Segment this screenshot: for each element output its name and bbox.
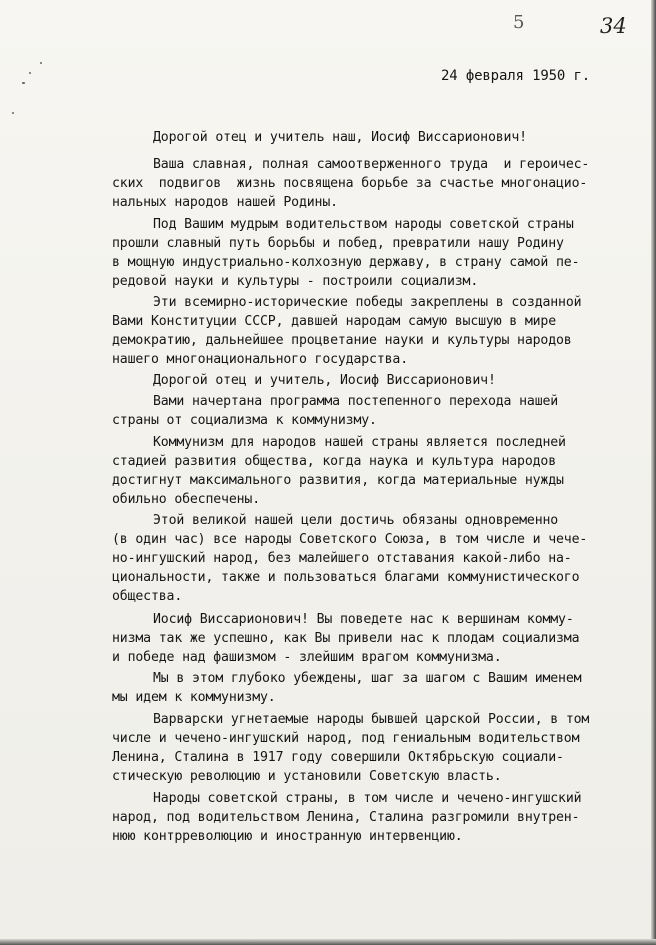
text-line: низма так же успешно, как Вы привели нас к плодам социализма <box>112 631 580 646</box>
text-line: Вами Конституции СССР, давшей народам самую высшую в мире <box>112 314 557 329</box>
text-line: демократию, дальнейшее процветание науки и культуры народов <box>112 333 572 348</box>
page-number: 34 <box>600 14 627 38</box>
text-line: но-ингушский народ, без малейшего отставания какой-либо на- <box>112 551 572 566</box>
text-line: (в один час) все народы Советского Союза, в том числе и чече- <box>112 532 588 547</box>
text-line: страны от социализма к коммунизму. <box>112 413 377 428</box>
text-line: редовой науки и культуры - построили социализм. <box>112 274 479 289</box>
text-line: достигнут максимального развития, когда материальные нужды <box>112 473 564 488</box>
text-line: Народы советской страны, в том числе и чечено-ингушский <box>153 791 582 806</box>
text-line: Под Вашим мудрым водительством народы советской страны <box>153 217 574 232</box>
corner-handwritten-mark: 5 <box>513 12 525 33</box>
scan-edge-bottom <box>0 939 656 945</box>
text-line: в мощную индустриально-колхозную державу, в страну самой пе- <box>112 255 580 270</box>
text-line: стадией развития общества, когда наука и культура народов <box>112 454 557 469</box>
text-line: ских подвигов жизнь посвящена борьбе за счастье многонацио- <box>112 176 588 191</box>
text-line: Ваша славная, полная самоотверженного труда и герoичес- <box>153 157 590 172</box>
text-line: народ, под водительством Ленина, Сталина разгромили внутрен- <box>112 810 580 825</box>
salutation: Дорогой отец и учитель наш, Иосиф Виссарионович! <box>153 130 527 145</box>
text-line: нашего многонационального государства. <box>112 352 409 367</box>
text-line: Ленина, Сталина в 1917 году совершили Октябрьскую социали- <box>112 750 564 765</box>
text-line: Этой великой нашей цели достичь обязаны одновременно <box>153 513 559 528</box>
text-line: мы идем к коммунизму. <box>112 690 276 705</box>
text-line: Вами начертана программа постепенного перехода нашей <box>153 394 559 409</box>
text-line: Иосиф Виссарионович! Вы поведете нас к вершинам комму- <box>153 612 574 627</box>
text-line: Эти всемирно-исторические победы закреплены в созданной <box>153 295 582 310</box>
text-line: Дорогой отец и учитель, Иосиф Виссарионович! <box>153 373 496 388</box>
text-line: нальных народов нашей Родины. <box>112 195 338 210</box>
text-line: циональности, также и пользоваться благами коммунистического <box>112 570 580 585</box>
document-date: 24 февраля 1950 г. <box>441 68 591 84</box>
text-line: Варварски угнетаемые народы бывшей царской России, в том <box>153 712 590 727</box>
text-line: общества. <box>112 589 183 604</box>
text-line: обильно обеспечены. <box>112 492 261 507</box>
text-line: нюю контрреволюцию и иностранную интервенцию. <box>112 829 463 844</box>
text-line: Мы в этом глубоко убеждены, шаг за шагом с Вашим именем <box>153 671 582 686</box>
text-line: числе и чечено-ингушский народ, под гениальным водительством <box>112 731 580 746</box>
text-line: стическую революцию и установили Советскую власть. <box>112 769 502 784</box>
text-line: Коммунизм для народов нашей страны является последней <box>153 435 566 450</box>
text-line: и победе над фашизмом - злейшим врагом коммунизма. <box>112 650 502 665</box>
text-line: прошли славный путь борьбы и побед, превратили нашу Родину <box>112 236 564 251</box>
